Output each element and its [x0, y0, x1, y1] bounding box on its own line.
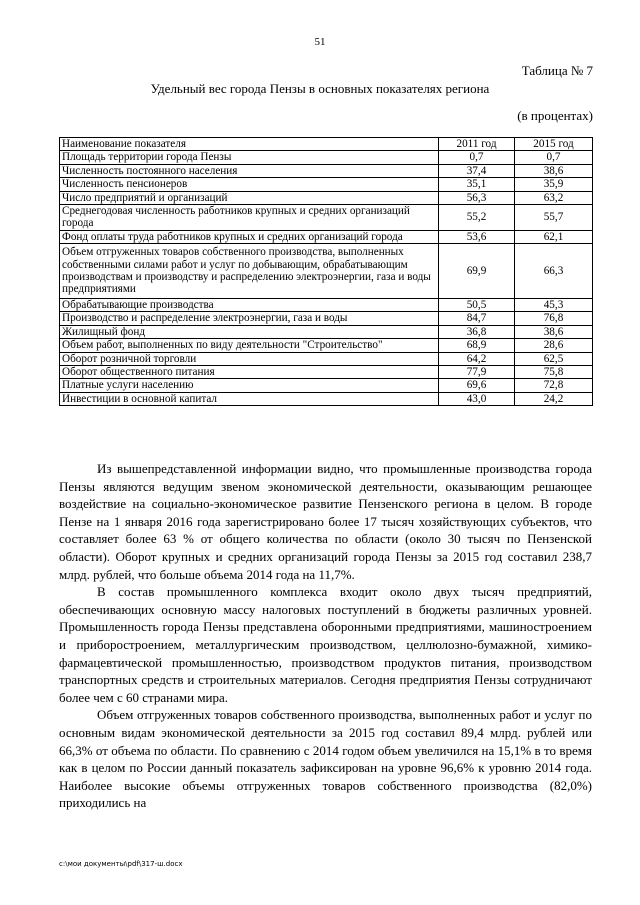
row-value-2011: 37,4 — [439, 164, 515, 177]
header-2015: 2015 год — [515, 138, 593, 151]
table-row — [60, 352, 593, 365]
row-value-2015: 28,6 — [515, 339, 593, 352]
row-value-2011: 68,9 — [439, 339, 515, 352]
row-name: Число предприятий и организаций — [60, 191, 439, 204]
table-row — [60, 151, 593, 164]
page-number: 51 — [314, 36, 326, 48]
row-name: Объем работ, выполненных по виду деятельности "Строительство" — [60, 339, 439, 352]
row-value-2015: 76,8 — [515, 312, 593, 325]
table-row — [60, 312, 593, 325]
row-value-2011: 36,8 — [439, 325, 515, 338]
row-name: Площадь территории города Пензы — [60, 151, 439, 164]
indicators-table — [59, 137, 593, 406]
row-value-2015: 38,6 — [515, 325, 593, 338]
row-value-2015: 55,7 — [515, 205, 593, 231]
row-name: Жилищный фонд — [60, 325, 439, 338]
units-note: (в процентах) — [517, 108, 593, 123]
row-value-2011: 43,0 — [439, 392, 515, 405]
table-row — [60, 164, 593, 177]
table-row — [60, 392, 593, 405]
table-row — [60, 230, 593, 243]
row-value-2011: 84,7 — [439, 312, 515, 325]
row-value-2011: 53,6 — [439, 230, 515, 243]
row-value-2015: 63,2 — [515, 191, 593, 204]
table-row — [60, 365, 593, 378]
row-value-2011: 69,9 — [439, 244, 515, 299]
table-label: Таблица № 7 — [521, 63, 593, 78]
row-name: Инвестиции в основной капитал — [60, 392, 439, 405]
row-value-2015: 72,8 — [515, 379, 593, 392]
row-value-2015: 62,5 — [515, 352, 593, 365]
table-row — [60, 191, 593, 204]
row-name: Оборот розничной торговли — [60, 352, 439, 365]
table-row — [60, 178, 593, 191]
row-name: Численность постоянного населения — [60, 164, 439, 177]
paragraph: Из вышепредставленной информации видно, что промышленные производства города Пензы являются ведущим звеном экономической деятельности, оказывающим решающее воздействие на социально-экономическое развитие Пензенского региона в целом. В городе Пензе на 1 января 2016 года зарегистрировано более 17 тысяч хозяйствующих субъектов, что составляет более 63 % от общего количества по области (около 30 тысяч по Пензенской области). Оборот крупных и средних организаций города Пензы за 2015 год составил 238,7 млрд. рублей, что больше объема 2014 года на 11,7%. — [59, 461, 592, 582]
row-value-2015: 66,3 — [515, 244, 593, 299]
table-row — [60, 325, 593, 338]
row-name: Численность пенсионеров — [60, 178, 439, 191]
table-title: Удельный вес города Пензы в основных показателях региона — [150, 81, 490, 96]
row-name: Объем отгруженных товаров собственного производства, выполненных собственными силами работ и услуг по добывающим, обрабатывающим производствам и производству и распределению электроэнергии, газа и воды предприятиями — [60, 244, 439, 299]
file-path-footer: c:\мои документы\pdf\317-ш.docx — [59, 860, 183, 868]
row-value-2011: 69,6 — [439, 379, 515, 392]
row-name: Производство и распределение электроэнергии, газа и воды — [60, 312, 439, 325]
row-value-2015: 35,9 — [515, 178, 593, 191]
row-name: Среднегодовая численность работников крупных и средних организаций города — [60, 205, 439, 231]
paragraph: В состав промышленного комплекса входит около двух тысяч предприятий, обеспечивающих основную массу налоговых поступлений в бюджеты различных уровней. Промышленность города Пензы представлена оборонными предприятиями, машиностроением и приборостроением, металлургическим производством, целлюлозно-бумажной, химико-фармацевтической промышленностью, производством продуктов питания, производством транспортных средств и строительных материалов. Сегодня предприятия Пензы сотрудничают более чем с 60 странами мира. — [59, 584, 592, 705]
table-row — [60, 379, 593, 392]
row-value-2011: 64,2 — [439, 352, 515, 365]
row-value-2011: 35,1 — [439, 178, 515, 191]
row-name: Оборот общественного питания — [60, 365, 439, 378]
paragraph: Объем отгруженных товаров собственного производства, выполненных работ и услуг по основным видам экономической деятельности за 2015 год составил 89,4 млрд. рублей или 66,3% от объема по области. По сравнению с 2014 годом объем увеличился на 15,1% в то время как в целом по России данный показатель зафиксирован на уровне 96,6% к уровню 2014 года. Наиболее высокие объемы отгруженных товаров собственного производства (82,0%) приходились на — [59, 707, 592, 811]
row-value-2011: 50,5 — [439, 298, 515, 311]
header-indicator: Наименование показателя — [60, 138, 439, 151]
row-value-2015: 38,6 — [515, 164, 593, 177]
table-row — [60, 205, 593, 231]
header-2011: 2011 год — [439, 138, 515, 151]
row-value-2015: 45,3 — [515, 298, 593, 311]
row-value-2015: 75,8 — [515, 365, 593, 378]
table-row — [60, 244, 593, 299]
row-value-2011: 56,3 — [439, 191, 515, 204]
table-row — [60, 298, 593, 311]
row-value-2011: 77,9 — [439, 365, 515, 378]
body-text — [59, 460, 592, 812]
row-value-2015: 62,1 — [515, 230, 593, 243]
row-value-2011: 0,7 — [439, 151, 515, 164]
table-header-row — [60, 138, 593, 151]
row-name: Платные услуги населению — [60, 379, 439, 392]
row-value-2015: 0,7 — [515, 151, 593, 164]
row-name: Фонд оплаты труда работников крупных и средних организаций города — [60, 230, 439, 243]
row-value-2011: 55,2 — [439, 205, 515, 231]
table-row — [60, 339, 593, 352]
row-value-2015: 24,2 — [515, 392, 593, 405]
row-name: Обрабатывающие производства — [60, 298, 439, 311]
